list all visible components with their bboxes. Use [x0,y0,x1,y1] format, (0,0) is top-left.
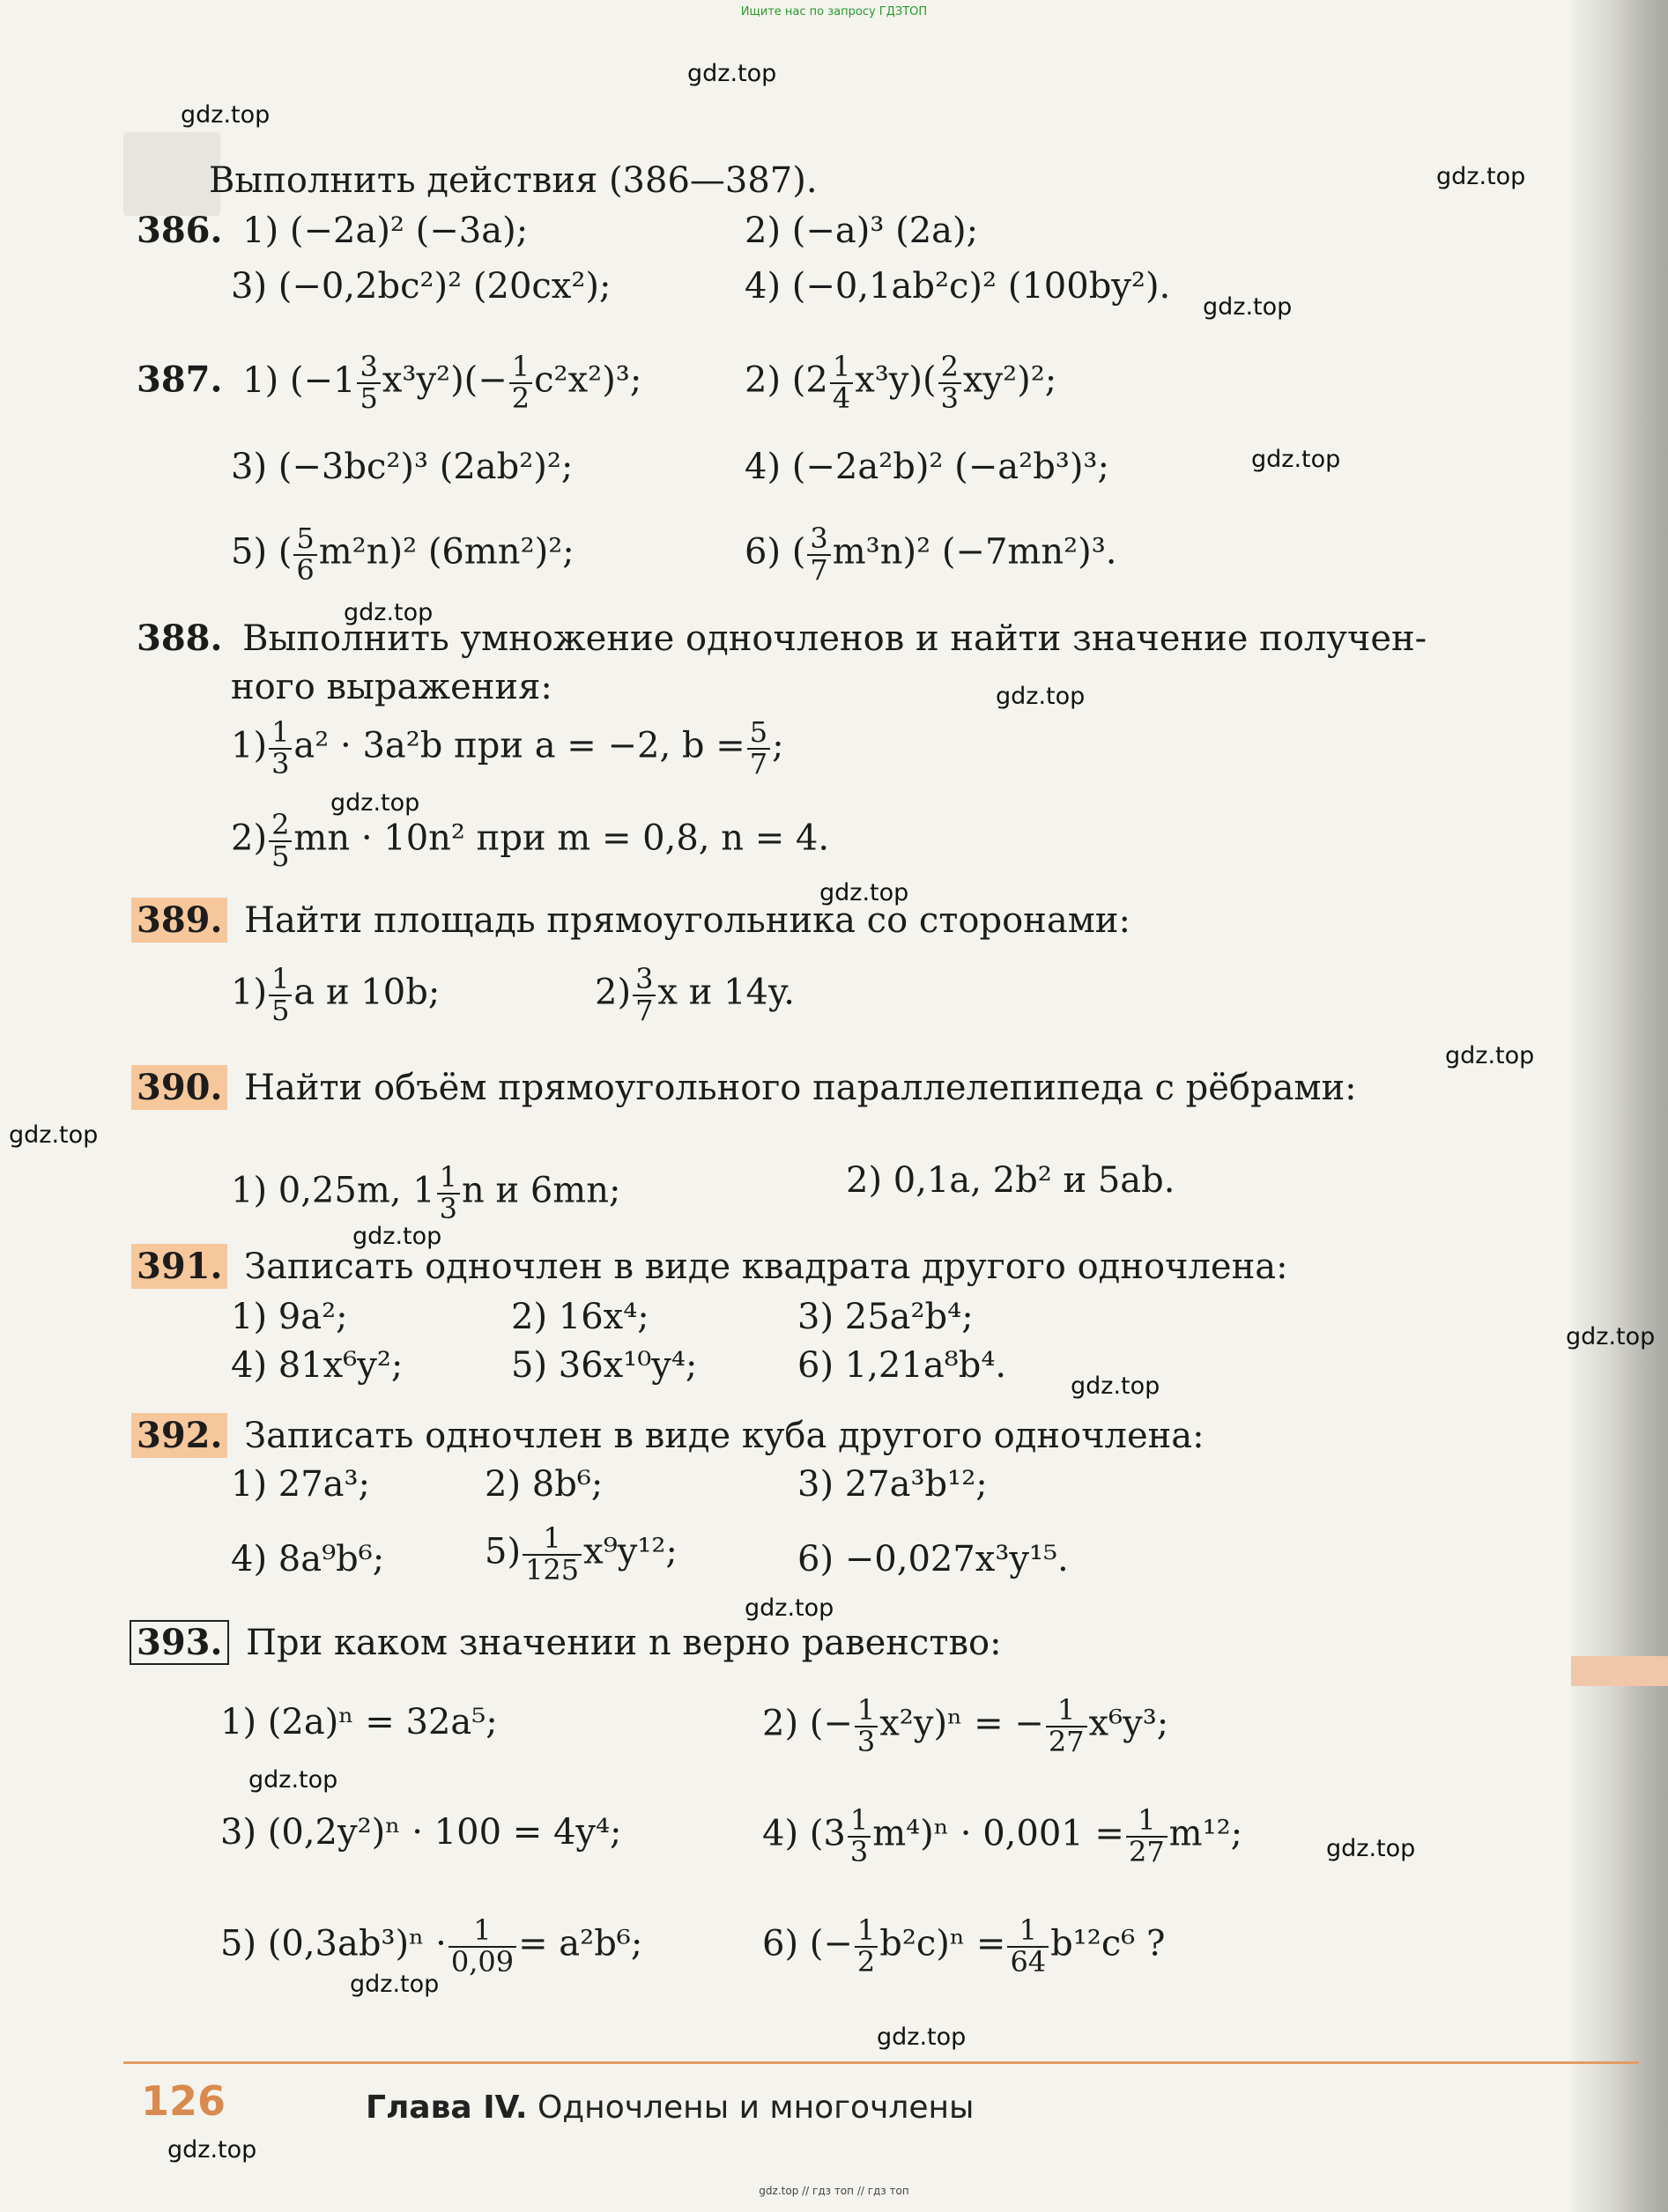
item-part: 4) (3 [762,1813,846,1854]
problem-387-item6 [745,524,1116,585]
item-part: ; [772,725,784,766]
bottom-note: gdz.top // гдз топ // гдз топ [759,2185,909,2197]
problem-393-item6 [762,1913,1166,1979]
denominator: 27 [1128,1834,1165,1868]
numerator: 1 [509,352,532,384]
problem-text: При каком значении n верно равенство: [246,1623,1002,1663]
item: 2) 8b⁶; [485,1464,604,1505]
numerator: 1 [830,352,853,384]
fraction [1046,1693,1087,1758]
watermark: gdz.top [687,60,777,87]
item-part: 1) (−1 [242,359,356,401]
denominator: 3 [271,746,290,780]
item-part: x³y²)(− [382,359,508,401]
watermark: gdz.top [1251,446,1341,473]
chapter-name: Одночлены и многочлены [527,2090,975,2126]
watermark: gdz.top [344,599,434,626]
fraction [1126,1803,1168,1868]
item: 3) (−3bc²)³ (2ab²)²; [231,447,574,487]
item: 5) 36x¹⁰y⁴; [511,1345,698,1386]
denominator: 2 [511,381,530,415]
item-part: m²n)² (6mn²)²; [318,531,575,573]
watermark: gdz.top [350,1971,440,1998]
denominator: 125 [525,1552,580,1587]
problem-390-item1 [231,1160,621,1225]
problem-number: 386. [137,210,223,251]
item-part: m⁴)ⁿ · 0,001 = [872,1813,1124,1854]
item-part: 5) (0,3ab³)ⁿ · [220,1923,447,1964]
problem-393-item2 [762,1693,1169,1758]
item-part: 1) [231,972,268,1013]
item-part: 5) [485,1531,522,1572]
watermark: gdz.top [996,683,1086,710]
fraction [855,1693,878,1758]
page-number: 126 [141,2077,226,2125]
problem-390-row1 [137,1067,1357,1108]
problem-number: 392. [131,1413,227,1458]
problem-number: 391. [131,1244,227,1289]
numerator: 1 [855,1916,878,1948]
numerator: 1 [1007,1916,1049,1948]
fraction [509,352,532,413]
item-part: 1) [231,725,268,766]
watermark: gdz.top [1203,293,1293,321]
watermark: gdz.top [1566,1323,1656,1350]
fraction [747,715,770,780]
item: 1) 27a³; [231,1464,371,1505]
item-part: x³y)( [855,359,937,401]
problem-text: Найти площадь прямоугольника со сторонами: [244,900,1131,941]
watermark: gdz.top [352,1223,442,1250]
item-part: = a²b⁶; [518,1923,643,1964]
numerator: 3 [633,965,656,996]
numerator: 5 [293,524,316,556]
numerator: 1 [1126,1806,1168,1838]
item-part: b²c)ⁿ = [879,1923,1006,1964]
fraction [437,1160,460,1225]
fraction [807,524,830,585]
item-part: 2) (2 [745,359,828,401]
denominator: 7 [749,746,768,780]
item-part: x и 14y. [657,972,795,1013]
fraction [938,352,961,413]
problem-392-item5 [485,1521,678,1587]
denominator: 5 [271,839,290,873]
item: 1) (2a)ⁿ = 32a⁵; [220,1702,498,1742]
problem-387-item2 [745,352,1056,413]
numerator: 1 [437,1163,460,1195]
problem-386-row1 [137,210,529,251]
fraction [1007,1913,1049,1979]
item-part: 6) ( [745,531,806,573]
item: 2) 16x⁴; [511,1297,649,1337]
denominator: 3 [439,1191,457,1225]
problem-393-row1 [137,1622,1002,1663]
problem-number: 387. [137,359,223,401]
item: 2) (−a)³ (2a); [745,211,979,251]
item: 3) (−0,2bc²)² (20cx²); [231,266,612,307]
item: 3) 25a²b⁴; [797,1297,974,1337]
item-part: x⁹y¹²; [583,1531,678,1572]
bleed-through-header [123,132,220,216]
watermark: gdz.top [745,1594,834,1622]
top-note: Ищите нас по запросу ГДЗТОП [740,5,928,18]
problem-388-item2 [231,810,829,871]
item-part: a и 10b; [293,972,441,1013]
problem-393-item4 [762,1803,1243,1868]
problem-number: 393. [130,1620,229,1665]
page-edge-band [1571,1656,1668,1686]
denominator: 3 [849,1834,869,1868]
watermark: gdz.top [181,101,271,129]
item: 1) (−2a)² (−3a); [242,211,529,251]
denominator: 7 [810,552,828,587]
item: 4) (−2a²b)² (−a²b³)³; [745,447,1109,487]
fraction [293,524,316,585]
watermark: gdz.top [9,1121,99,1149]
fraction [855,1913,878,1979]
watermark: gdz.top [248,1766,338,1794]
item: 1) 9a²; [231,1297,348,1337]
fraction [848,1803,871,1868]
chapter-title [366,2090,974,2126]
denominator: 0,09 [450,1944,515,1979]
watermark: gdz.top [819,879,909,906]
problem-391-row1 [137,1246,1288,1287]
problem-393-item5 [220,1913,643,1979]
numerator: 1 [449,1916,516,1948]
numerator: 1 [269,965,292,996]
item-part: xy²)²; [962,359,1057,401]
fraction [269,810,292,871]
item-part: x⁶y³; [1088,1703,1169,1744]
problem-text: Записать одночлен в виде квадрата другого одночлена: [244,1247,1288,1287]
numerator: 1 [269,718,292,750]
section-intro: Выполнить действия (386—387). [209,160,818,201]
watermark: gdz.top [1071,1372,1160,1400]
denominator: 64 [1010,1944,1047,1979]
item: 6) −0,027x³y¹⁵. [797,1539,1069,1579]
item-part: 2) [231,817,268,859]
problem-389-item1 [231,962,441,1027]
denominator: 5 [360,381,378,415]
problem-number: 390. [131,1065,227,1110]
item-part: mn · 10n² при m = 0,8, n = 4. [293,817,830,859]
item-part: 2) (− [762,1703,853,1744]
problem-387-row1 [137,352,641,413]
numerator: 3 [807,524,830,556]
item-part: x²y)ⁿ = − [879,1703,1044,1744]
watermark: gdz.top [330,789,420,817]
denominator: 4 [832,381,851,415]
chapter-label: Глава IV. [366,2090,528,2126]
problem-388-item1 [231,715,784,780]
numerator: 5 [747,718,770,750]
fraction [357,352,380,413]
item: 3) (0,2y²)ⁿ · 100 = 4y⁴; [220,1812,622,1853]
problem-text: Найти объём прямоугольного параллелепипеда с рёбрами: [244,1068,1357,1108]
numerator: 1 [523,1524,582,1556]
numerator: 1 [855,1696,878,1727]
item: 4) 81x⁶y²; [231,1345,404,1386]
footer-divider [123,2061,1639,2064]
item: 3) 27a³b¹²; [797,1464,988,1505]
watermark: gdz.top [1326,1835,1416,1862]
denominator: 2 [856,1944,876,1979]
problem-text: Выполнить умножение одночленов и найти значение получен- [242,618,1427,659]
item-part: m³n)² (−7mn²)³. [832,531,1117,573]
fraction [830,352,853,413]
denominator: 27 [1048,1724,1085,1758]
item-part: c²x²)³; [534,359,642,401]
denominator: 7 [635,993,654,1027]
problem-389-item2 [595,962,795,1027]
problem-392-row1 [137,1415,1205,1456]
problem-389-row1 [137,899,1131,941]
fraction [449,1913,516,1979]
item: 6) 1,21a⁸b⁴. [797,1345,1007,1386]
denominator: 3 [940,381,959,415]
denominator: 6 [296,552,315,587]
watermark: gdz.top [1436,163,1526,190]
problem-number: 388. [137,618,223,659]
numerator: 1 [848,1806,871,1838]
item-part: 5) ( [231,531,293,573]
page-edge-shadow [1571,0,1668,2212]
item: 4) 8a⁹b⁶; [231,1539,385,1579]
numerator: 2 [269,810,292,842]
item-part: 6) (− [762,1923,853,1964]
fraction [269,962,292,1027]
fraction [633,962,656,1027]
watermark: gdz.top [1445,1042,1535,1069]
item-part: 1) 0,25m, 1 [231,1170,435,1211]
problem-number: 389. [131,898,227,943]
item-part: b¹²c⁶ ? [1050,1923,1166,1964]
fraction [523,1521,582,1587]
item-part: n и 6mn; [462,1170,621,1211]
item: 2) 0,1a, 2b² и 5ab. [846,1160,1175,1201]
item-part: 2) [595,972,632,1013]
numerator: 3 [357,352,380,384]
numerator: 1 [1046,1696,1087,1727]
problem-text: ного выражения: [231,667,552,707]
denominator: 3 [856,1724,876,1758]
denominator: 5 [271,993,290,1027]
fraction [269,715,292,780]
item-part: a² · 3a²b при a = −2, b = [293,725,745,766]
item-part: m¹²; [1168,1813,1243,1854]
problem-text: Записать одночлен в виде куба другого одночлена: [244,1416,1205,1456]
watermark: gdz.top [167,2136,257,2164]
problem-387-item5 [231,524,575,585]
item: 4) (−0,1ab²c)² (100by²). [745,266,1171,307]
numerator: 2 [938,352,961,384]
problem-388-row1 [137,618,1427,659]
watermark: gdz.top [877,2023,967,2051]
